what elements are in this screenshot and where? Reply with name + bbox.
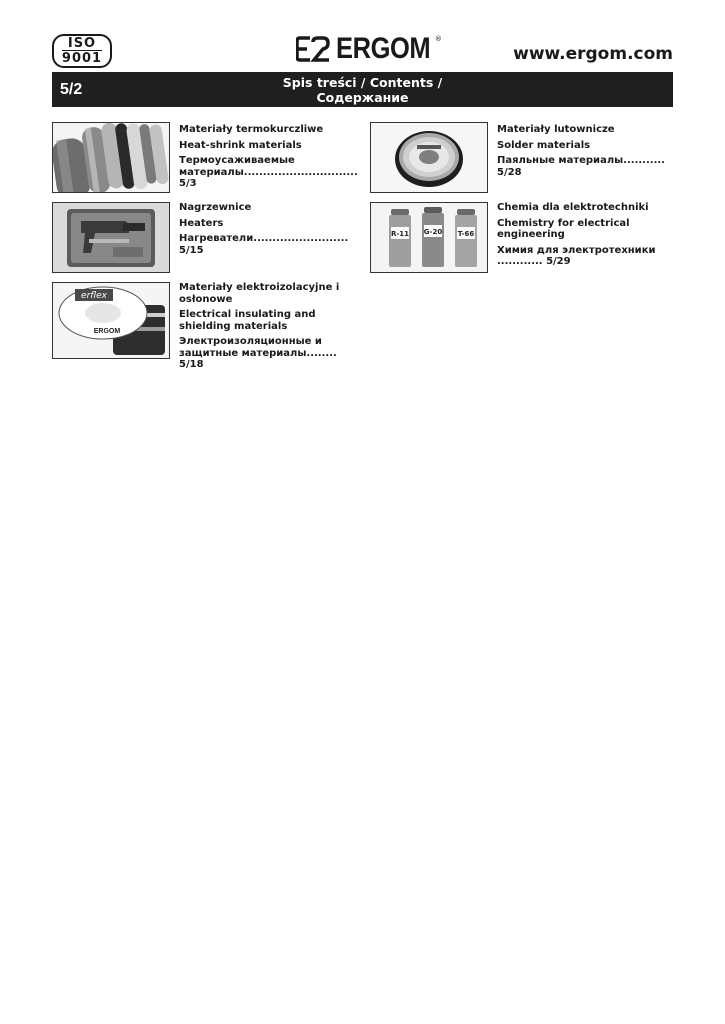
entry-heat-shrink: [179, 124, 358, 194]
entry-title-pl: Materiały lutownicze: [497, 124, 615, 135]
heat-gun-case-photo: [52, 202, 170, 273]
section-banner: [52, 72, 673, 107]
iso-9001-badge: [52, 34, 112, 68]
page-title: [52, 75, 673, 105]
entry-solder: [497, 124, 672, 182]
entry-insulating: [179, 282, 354, 375]
insulating-tape-photo: [52, 282, 170, 359]
spray-can-3: [455, 209, 477, 267]
entry-title-pl: Materiały elektroizolacyjne i osłonowe: [179, 282, 340, 305]
entry-title-ru[interactable]: Электроизоляционные и защитные материалы........ 5/18: [179, 336, 337, 370]
entry-title-en: Electrical insulating and shielding materials: [179, 309, 316, 332]
tape-logo-label: ERGOM: [93, 328, 121, 335]
entry-title-en: Heat-shrink materials: [179, 139, 302, 151]
page-number: 5/2: [60, 81, 83, 98]
registered-mark: ®: [434, 35, 442, 43]
spray-can-2: [422, 207, 444, 267]
entry-title-en: Solder materials: [497, 139, 591, 151]
entry-title-pl: Nagrzewnice: [179, 202, 252, 213]
spray-label-1: R-11: [390, 230, 410, 238]
tape-brand-label: erflex: [81, 291, 107, 301]
page-title-line1: Spis treści / Contents /: [282, 75, 443, 90]
entry-title-ru[interactable]: Термоусаживаемые материалы.............................. 5/3: [179, 155, 358, 189]
entry-title-pl: Chemia dla elektrotechniki: [497, 202, 649, 213]
entry-heaters: [179, 202, 354, 260]
entry-title-en: Chemistry for electrical engineering: [497, 217, 630, 240]
website-url[interactable]: www.ergom.com: [513, 44, 673, 64]
entry-title-pl: Materiały termokurczliwe: [179, 124, 324, 135]
entry-title-ru[interactable]: Нагреватели......................... 5/15: [179, 233, 349, 256]
heat-shrink-tubes-photo: [52, 122, 170, 193]
spray-label-3: T-66: [457, 230, 475, 238]
iso-badge-line1: ISO: [67, 36, 97, 51]
brand-name: ERGOM: [336, 32, 431, 65]
entry-title-ru[interactable]: Паяльные материалы........... 5/28: [497, 155, 665, 178]
ergom-emblem-icon: [296, 34, 330, 64]
solder-wire-spool-photo: [370, 122, 488, 193]
entry-title-ru[interactable]: Химия для электротехники ............ 5/29: [497, 244, 656, 267]
spray-can-1: [389, 209, 411, 267]
iso-badge-line2: 9001: [61, 51, 103, 66]
ergom-logo: [296, 32, 442, 66]
page-title-line2: Содержание: [316, 90, 409, 105]
entry-title-en: Heaters: [179, 217, 224, 229]
spray-label-2: G-20: [423, 228, 443, 236]
spray-cans-photo: [370, 202, 488, 273]
entry-chemistry: [497, 202, 672, 272]
